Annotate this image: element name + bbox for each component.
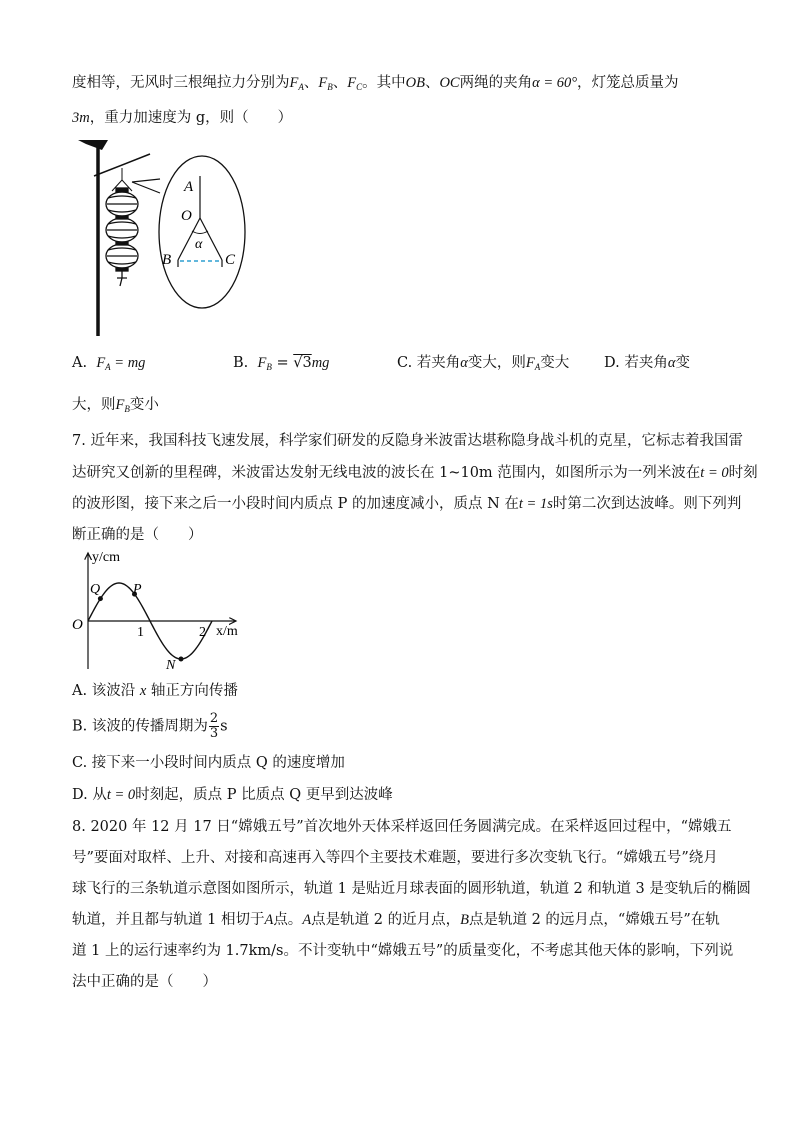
text: 法中正确的是（ ） [72, 974, 217, 990]
q7-stem-line1 [72, 431, 743, 451]
q7-option-d[interactable] [72, 785, 393, 805]
label-alpha: α [195, 237, 203, 252]
sqrt: √3 [293, 355, 312, 371]
text: 、 [424, 75, 440, 91]
option-text: 轴正方向传播 [150, 683, 238, 699]
symbol: F [347, 75, 357, 91]
q7-stem-line4 [72, 525, 203, 545]
q6-option-b[interactable] [233, 353, 329, 377]
point-n [179, 657, 184, 662]
mass-symbol: 3m [72, 110, 90, 126]
subscript: A [105, 362, 111, 372]
q6-stem-line1 [72, 73, 679, 97]
text: 点是轨道 2 的近月点， [311, 912, 461, 928]
label-o: O [181, 208, 192, 224]
expression: = mg [110, 355, 146, 371]
lantern-stack [106, 188, 138, 286]
symbol: OC [439, 75, 460, 91]
time-expression: t = 1s [518, 496, 553, 512]
subscript: A [534, 362, 541, 372]
pole-cap [78, 140, 108, 150]
unit: s [220, 718, 228, 735]
text: 7. 近年来，我国科技飞速发展，科学家们研发的反隐身米波雷达堪称隐身战斗机的克星，它标志着我国雷 [72, 433, 743, 449]
q6-option-d-cont [72, 395, 159, 419]
q7-stem-line2 [72, 463, 758, 483]
option-text: 变大，则 [467, 355, 526, 371]
text: 时第二次到达波峰。则下列判 [552, 496, 742, 512]
label-n: N [166, 658, 176, 673]
option-text: 大，则 [72, 397, 116, 413]
label-p: P [133, 582, 142, 597]
symbol: F [525, 355, 535, 371]
option-text: B. 该波的传播周期为 [72, 718, 208, 735]
option-letter: A. [72, 355, 88, 371]
y-label: y/cm [92, 550, 120, 565]
lantern-figure [72, 136, 252, 338]
text: 的波形图，接下来之后一小段时间内质点 P 的加速度减小，质点 N 在 [72, 496, 519, 512]
q6-stem-line2 [72, 108, 292, 128]
time-expression: t = 0 [700, 465, 729, 481]
symbol: A [264, 912, 274, 928]
subscript: B [266, 362, 272, 372]
callout-line [132, 182, 160, 193]
symbol: B [460, 912, 469, 928]
q8-stem-line6 [72, 972, 217, 992]
subscript: C [356, 82, 363, 92]
option-text: D. 若夹角 [604, 355, 668, 371]
fraction [209, 712, 219, 741]
option-letter: B. [233, 355, 249, 371]
label-b: B [162, 252, 172, 268]
q7-option-c[interactable] [72, 753, 345, 773]
subscript: B [124, 404, 130, 414]
option-text: C. 若夹角 [397, 355, 461, 371]
symbol: F [318, 75, 328, 91]
label-a: A [184, 179, 194, 195]
expression: mg [311, 355, 330, 371]
angle-arc [192, 231, 208, 234]
q8-stem-line1 [72, 817, 732, 837]
q6-option-d[interactable] [604, 353, 690, 373]
text: 道 1 上的运行速率约为 1.7km/s。不计变轨中“嫦娥五号”的质量变化，不考虑其他天体的影响，下列说 [72, 943, 734, 959]
option-text: A. 该波沿 [72, 683, 136, 699]
q7-option-a[interactable] [72, 681, 238, 701]
q6-option-c[interactable] [397, 353, 569, 377]
option-text: 变 [675, 355, 690, 371]
option-text: 时刻起，质点 P 比质点 Q 更早到达波峰 [135, 787, 393, 803]
symbol: OB [405, 75, 425, 91]
text: 8. 2020 年 12 月 17 日“嫦娥五号”首次地外天体采样返回任务圆满完成。在采样返回过程中，“嫦娥五 [72, 819, 732, 835]
symbol: α [460, 355, 468, 371]
callout-line [132, 179, 160, 182]
x-label: x/m [216, 624, 238, 639]
wave-graph [70, 547, 250, 675]
text: 轨道，并且都与轨道 1 相切于 [72, 912, 265, 928]
symbol: x [139, 683, 147, 699]
text: 达研究又创新的里程碑，米波雷达发射无线电波的波长在 1~10m 范围内，如图所示为一列米波在 [72, 465, 701, 481]
text: 时刻 [728, 465, 758, 481]
denominator: 3 [209, 726, 219, 741]
q8-stem-line5 [72, 941, 733, 961]
subscript: B [327, 82, 333, 92]
option-text: 变大 [540, 355, 570, 371]
q8-stem-line2 [72, 848, 718, 868]
q8-stem-line3 [72, 879, 751, 899]
text: 球飞行的三条轨道示意图如图所示，轨道 1 是贴近月球表面的圆形轨道，轨道 2 和轨道 3 是变轨后的椭圆 [72, 881, 751, 897]
text: 两绳的夹角 [459, 75, 533, 91]
text: 。其中 [362, 75, 406, 91]
symbol: A [302, 912, 312, 928]
symbol: F [289, 75, 299, 91]
tick-1: 1 [137, 625, 144, 640]
tick-2: 2 [199, 625, 206, 640]
q6-option-a[interactable] [72, 353, 145, 377]
text: 点。 [273, 912, 303, 928]
symbol: F [96, 355, 106, 371]
symbol: F [115, 397, 125, 413]
origin-label: O [72, 617, 83, 633]
text: ，灯笼总质量为 [577, 75, 679, 91]
equals: = [271, 355, 294, 371]
text: 号”要面对取样、上升、对接和高速再入等四个主要技术难题，要进行多次变轨飞行。“嫦娥五号”绕月 [72, 850, 718, 866]
label-c: C [225, 252, 236, 268]
q8-stem-line4 [72, 910, 720, 930]
text: 度相等，无风时三根绳拉力分别为 [72, 75, 290, 91]
option-text: C. 接下来一小段时间内质点 Q 的速度增加 [72, 755, 345, 771]
option-text: 变小 [129, 397, 159, 413]
text: 、 [332, 75, 348, 91]
rope-oc [200, 218, 222, 260]
zoom-ellipse [159, 156, 245, 308]
label-q: Q [90, 582, 101, 597]
text: 、 [303, 75, 319, 91]
numerator: 2 [209, 711, 219, 726]
text: 点是轨道 2 的远月点，“嫦娥五号”在轨 [468, 912, 720, 928]
symbol: α [667, 355, 676, 371]
symbol: F [257, 355, 267, 371]
text: ，重力加速度为 g，则（ ） [89, 110, 293, 126]
time-expression: t = 0 [106, 787, 136, 803]
q7-stem-line3 [72, 494, 741, 514]
q7-option-b[interactable] [72, 712, 228, 741]
subscript: A [298, 82, 304, 92]
text: 断正确的是（ ） [72, 527, 203, 543]
angle-expression: α = 60° [532, 75, 578, 91]
option-text: D. 从 [72, 787, 107, 803]
